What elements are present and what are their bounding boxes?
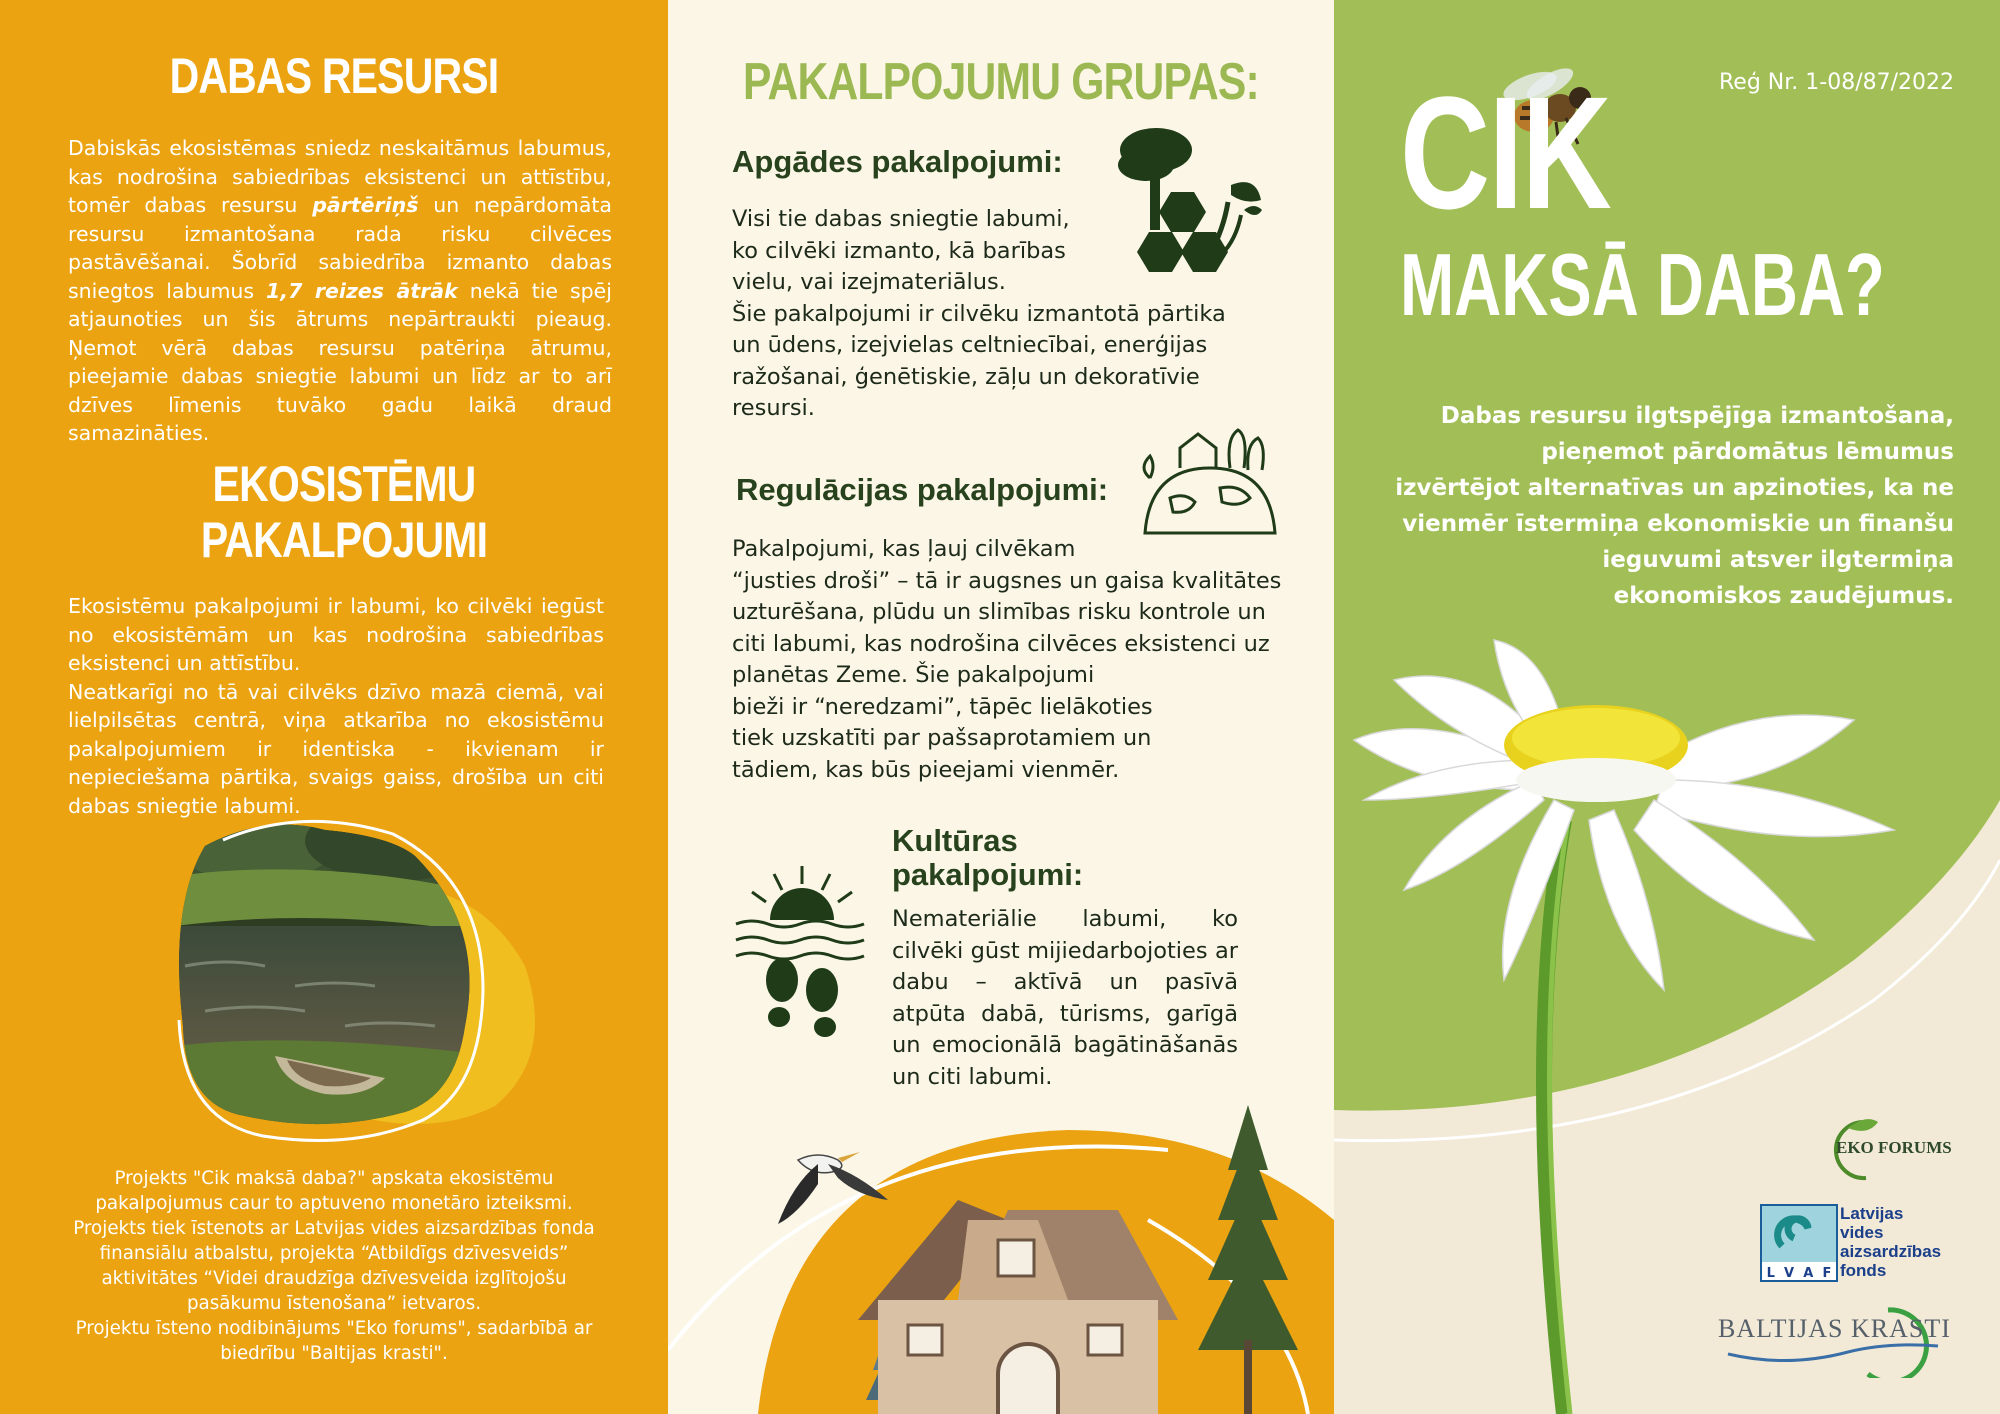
apgades-line: Šie pakalpojumi ir cilvēku izmantotā pārtika — [732, 300, 1226, 327]
apgades-line: ko cilvēki izmanto, kā barības — [732, 237, 1066, 264]
pakalpojumu-grupas-title: PAKALPOJUMU GRUPAS: — [743, 53, 1259, 111]
regulacijas-line: bieži ir “neredzami”, tāpēc lielākoties — [732, 693, 1153, 720]
baltijas-krasti-text: BALTIJAS KRASTI — [1718, 1314, 1951, 1343]
apgades-line: vielu, vai izejmateriālus. — [732, 269, 1006, 295]
text1-part: un nepārdomāta resursu izmantošana rada risku cilvēces pastāvēšanai. Šobrīd sabiedrība izmanto dabas sniegtos labumus — [68, 193, 612, 303]
dabas-resursi-heading: DABAS RESURSI — [169, 48, 499, 104]
title-line2: MAKSĀ DABA? — [1400, 235, 1885, 334]
earth-house-icon — [1140, 428, 1280, 540]
kulturas-heading — [892, 824, 1083, 892]
apgades-heading: Apgādes pakalpojumi: — [732, 144, 1063, 179]
intro-line: pieņemot pārdomātus lēmumus — [1541, 439, 1954, 465]
kulturas-heading-line1: Kultūras — [892, 823, 1018, 858]
regulacijas-text — [732, 534, 1281, 786]
apgades-line: ražošanai, ģenētiskie, zāļu un dekoratīvie — [732, 363, 1200, 390]
kulturas-text: Nemateriālie labumi, ko cilvēki gūst mijiedarbojoties ar dabu – aktīvā un pasīvā atpūta dabā, tūrisms, garīgā un emocionālā bagātināšanās un citi labumi. — [892, 906, 1238, 1090]
registration-number: Reģ Nr. 1-08/87/2022 — [1719, 70, 1954, 95]
text1-emphasis-rate: 1,7 reizes ātrāk — [266, 278, 458, 303]
intro-line: ekonomiskos zaudējumus. — [1613, 583, 1954, 609]
apgades-text — [732, 204, 1226, 425]
sunset-footprints-icon — [732, 862, 872, 1042]
regulacijas-heading: Regulācijas pakalpojumi: — [736, 472, 1109, 507]
dabas-resursi-text — [68, 134, 612, 448]
ekosistemu-text-a: Ekosistēmu pakalpojumi ir labumi, ko cilvēki iegūst no ekosistēmām un kas nodrošina sabiedrības eksistenci un attīstību. — [68, 594, 604, 675]
lvaf-line: aizsardzības — [1840, 1242, 1942, 1261]
lvaf-line: vides — [1840, 1223, 1884, 1242]
heading2-line1: EKOSISTĒMU — [212, 456, 476, 512]
heading2-line2: PAKALPOJUMI — [200, 512, 488, 568]
eko-forums-text: EKO FORUMS — [1836, 1138, 1952, 1157]
eko-forums-logo — [1828, 1112, 1958, 1182]
river-photo — [175, 816, 545, 1146]
regulacijas-line: citi labumi, kas nodrošina cilvēces eksistenci uz — [732, 630, 1270, 657]
middle-panel — [668, 0, 1334, 1414]
project-info-line: finansiālu atbalstu, projekta “Atbildīgs dzīvesveids” — [99, 1243, 569, 1264]
project-info-line: Projekts "Cik maksā daba?" apskata ekosistēmu — [114, 1168, 554, 1189]
left-panel — [0, 0, 668, 1414]
project-info — [60, 1166, 608, 1366]
lvaf-logo — [1760, 1204, 1960, 1282]
regulacijas-line: planētas Zeme. Šie pakalpojumi — [732, 662, 1095, 688]
regulacijas-line: tādiem, kas būs pieejami vienmēr. — [732, 756, 1120, 783]
lvaf-letter: A — [1803, 1266, 1814, 1281]
regulacijas-line: “justies droši” – tā ir augsnes un gaisa kvalitātes — [732, 567, 1282, 594]
apgades-line: un ūdens, izejvielas celtniecībai, enerģijas — [732, 332, 1208, 358]
intro-line: Dabas resursu ilgtspējīga izmantošana, — [1440, 403, 1954, 429]
text1-part: nekā tie spēj atjaunoties un šis ātrums nepārtraukti pieaug. Ņemot vērā dabas resursu patēriņa ātrumu, pieejamie dabas sniegtie labumi un līdz ar to arī dzīves līmenis tuvāko gadu laikā draud samazināties. — [68, 278, 612, 445]
project-info-line: pasākumu īstenošana” ietvaros. — [186, 1293, 482, 1314]
lvaf-abbr — [1762, 1266, 1836, 1281]
lvaf-letter: V — [1784, 1266, 1795, 1281]
text1-emphasis-overconsumption: pārtēriņš — [312, 193, 419, 217]
lvaf-letter: L — [1766, 1266, 1775, 1281]
ekosistemu-pakalpojumi-heading — [70, 456, 618, 568]
intro-line: izvērtējot alternatīvas un apzinoties, ka ne — [1395, 475, 1954, 501]
intro-line: vienmēr īstermiņa ekonomiskie un finanšu — [1402, 511, 1954, 537]
text1-part: Dabiskās ekosistēmas sniedz neskaitāmus labumus, kas nodrošina sabiedrības eksistenci un attīstību, tomēr dabas resursu — [68, 136, 612, 217]
intro-line: ieguvumi atsver ilgtermiņa — [1602, 547, 1954, 573]
project-info-line: Projektu īsteno nodibinājums "Eko forums", sadarbībā ar — [75, 1318, 593, 1339]
intro-text — [1380, 398, 1954, 614]
project-info-line: aktivitātes “Videi draudzīga dzīvesveida izglītojošu — [101, 1268, 567, 1289]
regulacijas-line: uzturēšana, plūdu un slimības risku kontrole un — [732, 599, 1266, 625]
apgades-line: resursi. — [732, 395, 815, 421]
project-info-line: Projekts tiek īstenots ar Latvijas vides aizsardzības fonda — [73, 1218, 595, 1239]
apgades-line: Visi tie dabas sniegtie labumi, — [732, 206, 1070, 232]
baltijas-krasti-logo — [1718, 1298, 1958, 1378]
lvaf-line: Latvijas — [1840, 1204, 1904, 1223]
ekosistemu-text — [68, 592, 604, 820]
regulacijas-line: Pakalpojumi, kas ļauj cilvēkam — [732, 536, 1076, 562]
lvaf-line: fonds — [1840, 1261, 1887, 1280]
title-line1: CIK — [1400, 63, 1611, 242]
project-info-line: biedrību "Baltijas krasti". — [220, 1343, 448, 1364]
kulturas-heading-line2: pakalpojumi: — [892, 857, 1084, 892]
lvaf-emblem — [1760, 1204, 1838, 1282]
project-info-line: pakalpojumus caur to aptuveno monetāro izteiksmi. — [95, 1193, 573, 1214]
lvaf-letter: F — [1822, 1266, 1832, 1281]
ekosistemu-text-b: Neatkarīgi no tā vai cilvēks dzīvo mazā ciemā, vai lielpilsētas centrā, viņa atkarība no ekosistēmu pakalpojumiem ir identiska - ikvienam ir nepieciešama pārtika, svaigs gaiss, drošība un citi dabas sniegtie labumi. — [68, 679, 604, 818]
lvaf-text — [1840, 1204, 1941, 1280]
lvaf-wave-icon — [1762, 1206, 1836, 1262]
regulacijas-line: tiek uzskatīti par pašsaprotamiem un — [732, 725, 1152, 751]
house-illustration — [668, 1100, 1334, 1414]
